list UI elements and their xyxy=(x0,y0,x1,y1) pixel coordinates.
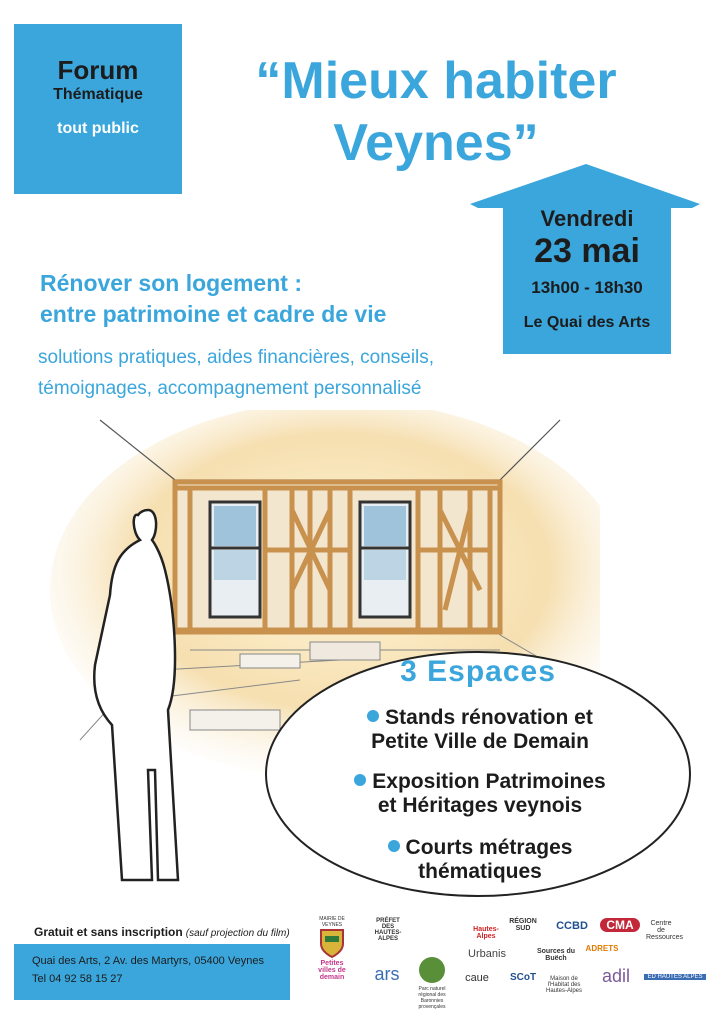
event-place: Le Quai des Arts xyxy=(523,314,651,331)
forum-badge xyxy=(14,24,182,194)
region-sud-logo: RÉGION SUD xyxy=(509,918,537,932)
subtitle xyxy=(40,268,500,330)
event-day: Vendredi xyxy=(540,206,634,231)
free-note: (sauf projection du film) xyxy=(185,928,290,939)
description-line-2: témoignages, accompagnement personnalisé xyxy=(38,378,422,399)
mairie-logo: MAIRIE DE VEYNES Petites villes de demain xyxy=(318,916,346,981)
coat-of-arms-icon xyxy=(319,928,345,958)
free-entry-note xyxy=(34,925,290,939)
address-box xyxy=(14,944,290,1000)
espace-item-courts-metrages: Courts métrages thématiques xyxy=(280,836,680,884)
event-date: 23 mai xyxy=(534,232,640,270)
ccbd-logo: CCBD xyxy=(556,920,588,932)
adrets-logo: ADRETS xyxy=(585,944,619,953)
subtitle-line-2: entre patrimoine et cadre de vie xyxy=(40,301,387,327)
description xyxy=(38,342,508,404)
forum-audience-label: tout public xyxy=(57,120,139,137)
window-left xyxy=(210,502,260,617)
cma-logo: CMA xyxy=(600,918,640,932)
bullet-icon xyxy=(354,774,366,786)
subtitle-line-1: Rénover son logement : xyxy=(40,270,302,296)
free-label: Gratuit et sans inscription xyxy=(34,925,183,939)
description-line-1: solutions pratiques, aides financières, conseils, xyxy=(38,347,435,368)
bullet-icon xyxy=(367,710,379,722)
hautes-alpes-logo: Hautes-Alpes xyxy=(473,926,499,940)
espace-item-exposition: Exposition Patrimoines et Héritages veynois xyxy=(280,770,680,818)
sources-buech-logo: Sources du Buëch xyxy=(536,948,576,962)
leaf-icon xyxy=(418,956,446,984)
page-title xyxy=(196,50,676,174)
ed-hautes-alpes-logo: ED HAUTES ALPES xyxy=(644,974,706,980)
title-line-1: “Mieux habiter xyxy=(255,52,617,110)
espace-item-stands: Stands rénovation et Petite Ville de Demain xyxy=(280,706,680,754)
urbanis-logo: Urbanis xyxy=(468,948,506,960)
forum-label: Forum xyxy=(57,55,139,85)
window-right xyxy=(360,502,410,617)
event-hours: 13h00 - 18h30 xyxy=(531,278,643,297)
bullet-icon xyxy=(388,840,400,852)
partner-logos xyxy=(312,916,710,1012)
adil-logo: adil xyxy=(601,966,631,986)
title-line-2: Veynes” xyxy=(333,114,539,172)
ars-logo: ars xyxy=(374,964,400,984)
scot-logo: SCoT xyxy=(509,972,537,983)
espaces-title: 3 Espaces xyxy=(400,655,556,688)
caue-logo: caue xyxy=(465,972,489,984)
parc-logo: Parc naturel régional des Baronnies provençales xyxy=(410,956,454,1010)
event-date-box xyxy=(503,202,671,354)
maison-habitat-logo: Maison de l'Habitat des Hautes-Alpes xyxy=(545,976,583,994)
phone: Tel 04 92 58 15 27 xyxy=(32,973,123,985)
forum-theme-label: Thématique xyxy=(53,86,143,103)
prefet-logo: PRÉFET DES HAUTES-ALPES xyxy=(374,918,402,942)
centre-ressources-logo: Centre de Ressources xyxy=(646,920,683,941)
address: Quai des Arts, 2 Av. des Martyrs, 05400 Veynes xyxy=(32,955,264,967)
